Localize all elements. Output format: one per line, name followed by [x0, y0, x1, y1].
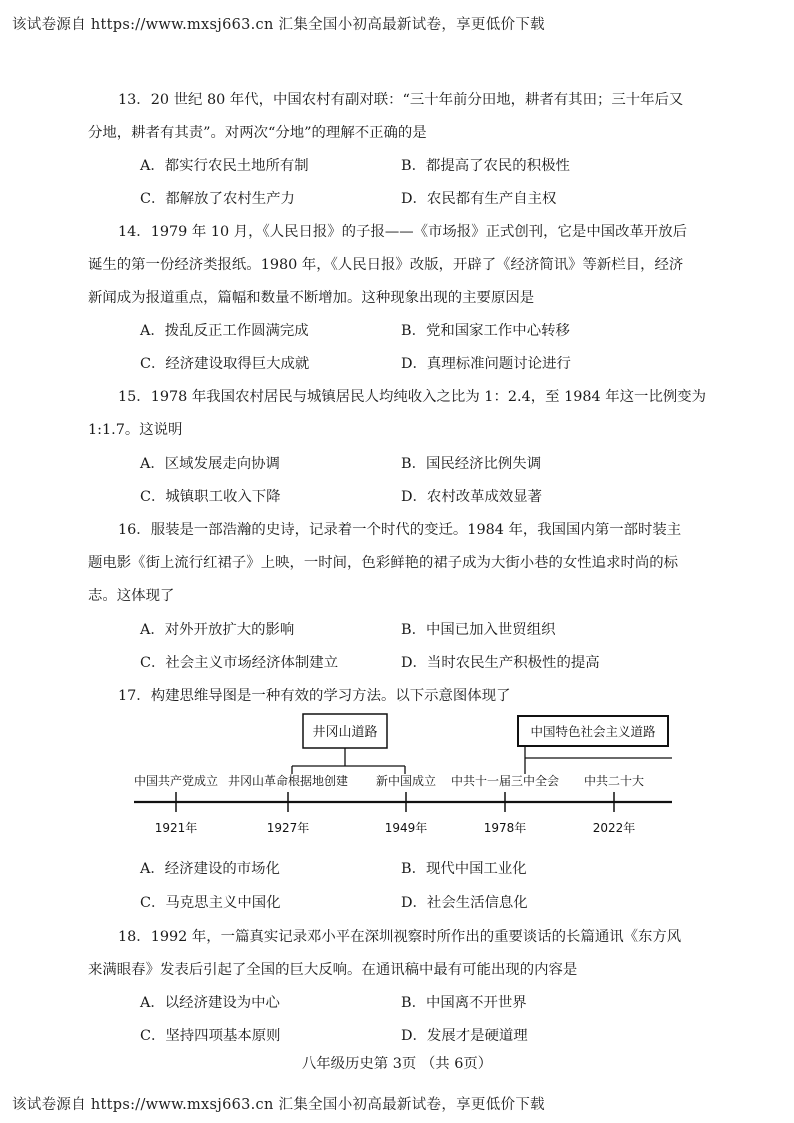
source-banner-top: 该试卷源自 https://www.mxsj663.cn 汇集全国小初高最新试卷，享更低价下载: [12, 17, 545, 33]
event-20th-congress: 中共二十大: [583, 774, 645, 788]
page-footer: 八年级历史第 3页 （共 6页）: [301, 1056, 493, 1072]
q18-option-d: D．发展才是硬道理: [401, 1028, 528, 1044]
q16-option-c: C．社会主义市场经济体制建立: [140, 655, 339, 671]
q13-line-2: 分地，耕者有其责”。对两次“分地”的理解不正确的是: [88, 125, 427, 141]
event-prc-founded: 新中国成立: [375, 774, 437, 788]
source-banner-bottom: 该试卷源自 https://www.mxsj663.cn 汇集全国小初高最新试卷，享更低价下载: [12, 1097, 545, 1113]
q14-option-d: D．真理标准问题讨论进行: [401, 356, 571, 372]
q13-option-a: A．都实行农民土地所有制: [140, 158, 309, 174]
q17-option-d: D．社会生活信息化: [401, 895, 528, 911]
q16-line-2: 题电影《街上流行红裙子》上映，一时间，色彩鲜艳的裙子成为大街小巷的女性追求时尚的标: [88, 555, 679, 571]
q15-option-d: D．农村改革成效显著: [401, 489, 543, 505]
q17-line-1: 17．构建思维导图是一种有效的学习方法。以下示意图体现了: [118, 688, 511, 704]
box-jinggangshan-road-label: 井冈山道路: [312, 725, 378, 740]
q17-option-c: C．马克思主义中国化: [140, 895, 281, 911]
q18-option-a: A．以经济建设为中心: [140, 995, 280, 1011]
q14-option-a: A．拨乱反正工作圆满完成: [140, 323, 309, 339]
q18-line-2: 来满眼春》发表后引起了全国的巨大反响。在通讯稿中最有可能出现的内容是: [88, 962, 578, 978]
q17-option-b: B．现代中国工业化: [401, 861, 527, 877]
q18-line-1: 18．1992 年，一篇真实记录邓小平在深圳视察时所作出的重要谈话的长篇通讯《东方风: [118, 929, 682, 945]
q16-option-d: D．当时农民生产积极性的提高: [401, 655, 600, 671]
q18-option-c: C．坚持四项基本原则: [140, 1028, 281, 1044]
q14-line-2: 诞生的第一份经济类报纸。1980 年，《人民日报》改版，开辟了《经济简讯》等新栏目，经济: [88, 257, 684, 273]
q13-option-d: D．农民都有生产自主权: [401, 191, 557, 207]
year-1949: 1949年: [384, 821, 428, 835]
q16-option-b: B．中国已加入世贸组织: [401, 622, 556, 638]
q15-option-b: B．国民经济比例失调: [401, 456, 542, 472]
q17-option-a: A．经济建设的市场化: [140, 861, 280, 877]
event-jinggangshan-base: 井冈山革命根据地创建: [227, 774, 349, 788]
q16-line-3: 志。这体现了: [88, 588, 175, 604]
q14-line-3: 新闻成为报道重点，篇幅和数量不断增加。这种现象出现的主要原因是: [88, 290, 535, 306]
year-1921: 1921年: [154, 821, 198, 835]
q15-line-2: 1:1.7。这说明: [88, 422, 183, 438]
q14-option-b: B．党和国家工作中心转移: [401, 323, 570, 339]
year-1978: 1978年: [483, 821, 527, 835]
q14-option-c: C．经济建设取得巨大成就: [140, 356, 310, 372]
q13-option-b: B．都提高了农民的积极性: [401, 158, 570, 174]
timeline-diagram: [120, 708, 680, 844]
q18-option-b: B．中国离不开世界: [401, 995, 527, 1011]
q15-option-c: C．城镇职工收入下降: [140, 489, 281, 505]
q15-line-1: 15．1978 年我国农村居民与城镇居民人均纯收入之比为 1：2.4，至 1984 年这一比例变为: [118, 389, 707, 405]
event-cpc-founded: 中国共产党成立: [133, 774, 219, 788]
q16-option-a: A．对外开放扩大的影响: [140, 622, 295, 638]
year-2022: 2022年: [592, 821, 636, 835]
q16-line-1: 16．服装是一部浩瀚的史诗，记录着一个时代的变迁。1984 年，我国国内第一部时装主: [118, 522, 682, 538]
q13-option-c: C．都解放了农村生产力: [140, 191, 295, 207]
box-socialism-chinese-road-label: 中国特色社会主义道路: [530, 724, 656, 739]
event-third-plenum: 中共十一届三中全会: [450, 774, 560, 788]
q15-option-a: A．区域发展走向协调: [140, 456, 280, 472]
year-1927: 1927年: [266, 821, 310, 835]
q13-line-1: 13．20 世纪 80 年代，中国农村有副对联：“三十年前分田地，耕者有其田；三十年后又: [118, 92, 684, 108]
q14-line-1: 14．1979 年 10 月，《人民日报》的子报——《市场报》正式创刊，它是中国改革开放后: [118, 224, 688, 240]
